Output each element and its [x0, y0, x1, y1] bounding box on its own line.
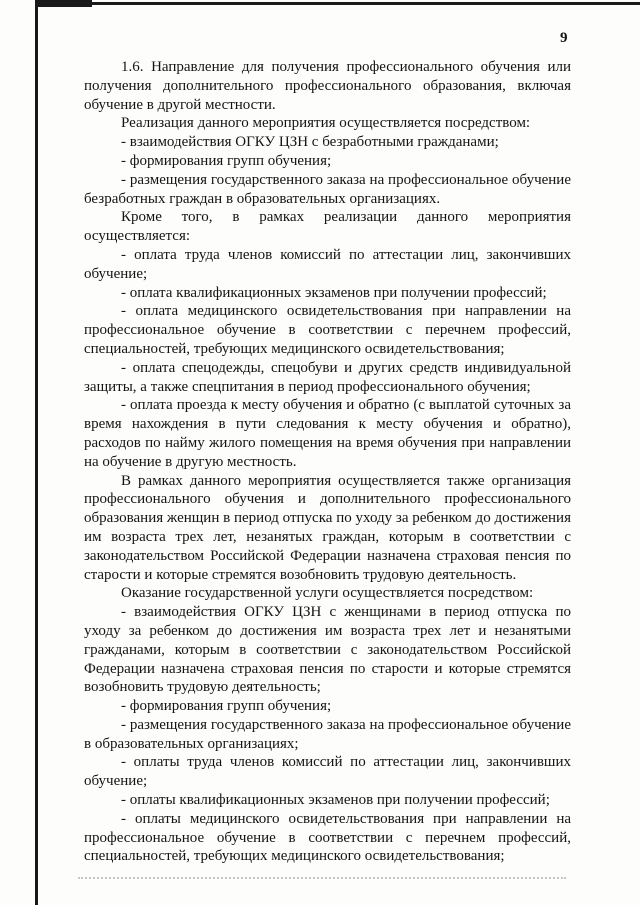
scan-artifact-corner — [35, 0, 92, 7]
paragraph: Оказание государственной услуги осуществляется посредством: — [121, 585, 534, 602]
paragraph: - оплата проезда к месту обучения и обратно (с выплатой суточных за время нахождения в пути следования к месту обучения и обратно), расходов по найму жилого помещения на время обучения при направлении на обучение в другую местность. — [84, 397, 571, 470]
paragraph: - оплаты медицинского освидетельствования при направлении на профессиональное обучение в соответствии с перечнем профессий, специальностей, требующих медицинского освидетельствования; — [84, 810, 571, 865]
paragraph: - размещения государственного заказа на профессиональное обучение безработных граждан в образовательных организациях. — [84, 171, 571, 207]
paragraph: - взаимодействия ОГКУ ЦЗН с безработными гражданами; — [121, 134, 499, 151]
paragraph: - формирования групп обучения; — [121, 698, 332, 715]
paragraph: - оплата труда членов комиссий по аттестации лиц, закончивших обучение; — [84, 246, 571, 282]
paragraph: Реализация данного мероприятия осуществляется посредством: — [121, 115, 531, 132]
paragraph: - оплата квалификационных экзаменов при получении профессий; — [121, 284, 547, 301]
page-number: 9 — [560, 30, 568, 46]
paragraph: - оплата медицинского освидетельствования при направлении на профессиональное обучение в соответствии с перечнем профессий, специальностей, требующих медицинского освидетельствования; — [84, 303, 571, 357]
paragraph: - формирования групп обучения; — [121, 152, 332, 169]
paragraph: Кроме того, в рамках реализации данного мероприятия осуществляется: — [84, 209, 571, 245]
paragraph: - оплата спецодежды, спецобуви и других средств индивидуальной защиты, а также спецпитания в период профессионального обучения; — [84, 359, 571, 395]
scan-artifact-left-line — [35, 0, 38, 905]
paragraph: - взаимодействия ОГКУ ЦЗН с женщинами в период отпуска по уходу за ребенком до достижения им возраста трех лет и незанятыми гражданами, которым в соответствии с законодательством Российской Федерации назначена страховая пенсия по старости и которые стремятся возобновить трудовую деятельность; — [84, 604, 571, 696]
paragraph: - оплаты квалификационных экзаменов при получении профессий; — [121, 792, 550, 809]
paragraph: - размещения государственного заказа на профессиональное обучение в образовательных организациях; — [84, 716, 571, 752]
document-body — [84, 58, 571, 866]
scan-artifact-top-line — [88, 2, 640, 5]
paragraph: - оплаты труда членов комиссий по аттестации лиц, закончивших обучение; — [84, 754, 571, 790]
scan-artifact-bottom-noise — [78, 877, 566, 879]
paragraph: 1.6. Направление для получения профессионального обучения или получения дополнительного профессионального образования, включая обучение в другой местности. — [84, 59, 571, 113]
paragraph: В рамках данного мероприятия осуществляется также организация профессионального обучения и дополнительного профессионального образования женщин в период отпуска по уходу за ребенком до достижения им возраста трех лет, незанятых граждан, которым в соответствии с законодательством Российской Федерации назначена страховая пенсия по старости и которые стремятся возобновить трудовую деятельность. — [84, 472, 571, 583]
